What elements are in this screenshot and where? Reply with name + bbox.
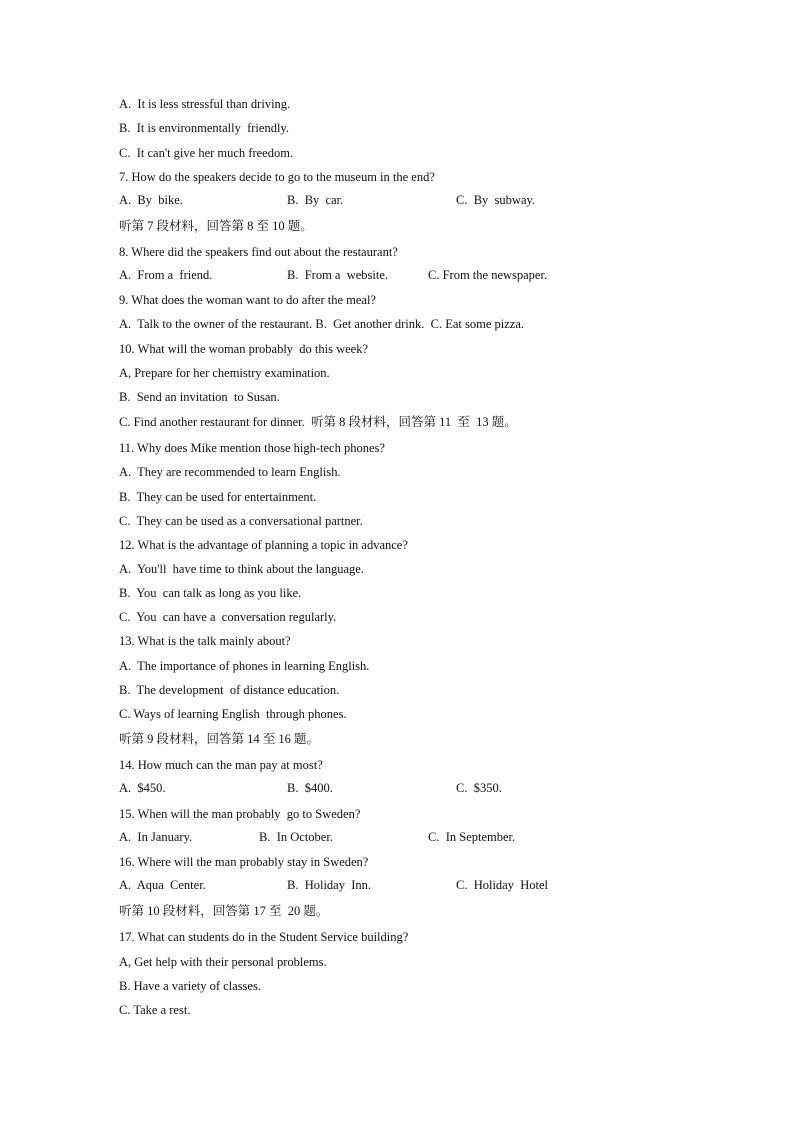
q14-option-b: B. $400. [287, 781, 333, 795]
q15-option-a: A. In January. [119, 830, 193, 844]
q9-question: 9. What does the woman want to do after the meal? [119, 293, 376, 307]
q11-question: 11. Why does Mike mention those high-tech phones? [119, 441, 385, 455]
q10-option-a: A, Prepare for her chemistry examination. [119, 366, 330, 380]
q6-option-c: C. It can't give her much freedom. [119, 146, 294, 160]
q16-option-c: C. Holiday Hotel [456, 878, 549, 892]
q10-option-c-and-section-8-heading: C. Find another restaurant for dinner. 听第 8 段材料，回答第 11 至 13 题。 [119, 415, 517, 429]
q15-question: 15. When will the man probably go to Sweden? [119, 807, 361, 821]
q7-question: 7. How do the speakers decide to go to the museum in the end? [119, 170, 435, 184]
q13-option-c: C. Ways of learning English through phones. [119, 707, 347, 721]
q15-option-b: B. In October. [259, 830, 333, 844]
q17-question: 17. What can students do in the Student Service building? [119, 930, 409, 944]
q14-option-a: A. $450. [119, 781, 166, 795]
q11-option-b: B. They can be used for entertainment. [119, 490, 317, 504]
q11-option-a: A. They are recommended to learn English. [119, 465, 341, 479]
section-9-heading: 听第 9 段材料，回答第 14 至 16 题。 [119, 732, 320, 746]
q10-option-b: B. Send an invitation to Susan. [119, 390, 280, 404]
q11-option-c: C. They can be used as a conversational partner. [119, 514, 363, 528]
q15-option-c: C. In September. [428, 830, 516, 844]
section-10-heading: 听第 10 段材料，回答第 17 至 20 题。 [119, 904, 329, 918]
q8-question: 8. Where did the speakers find out about the restaurant? [119, 245, 398, 259]
q17-option-a: A, Get help with their personal problems. [119, 955, 327, 969]
q13-option-a: A. The importance of phones in learning English. [119, 659, 370, 673]
q8-option-b: B. From a website. [287, 268, 389, 282]
section-7-heading: 听第 7 段材料，回答第 8 至 10 题。 [119, 219, 313, 233]
q8-option-c: C. From the newspaper. [428, 268, 548, 282]
q12-option-a: A. You'll have time to think about the language. [119, 562, 364, 576]
q6-option-b: B. It is environmentally friendly. [119, 121, 289, 135]
q16-question: 16. Where will the man probably stay in Sweden? [119, 855, 369, 869]
q7-option-a: A. By bike. [119, 193, 183, 207]
q7-option-b: B. By car. [287, 193, 344, 207]
q14-option-c: C. $350. [456, 781, 502, 795]
q13-option-b: B. The development of distance education. [119, 683, 340, 697]
q6-option-a: A. It is less stressful than driving. [119, 97, 291, 111]
q16-option-b: B. Holiday Inn. [287, 878, 372, 892]
q9-options: A. Talk to the owner of the restaurant. B. Get another drink. C. Eat some pizza. [119, 317, 525, 331]
q8-option-a: A. From a friend. [119, 268, 213, 282]
q12-option-c: C. You can have a conversation regularly. [119, 610, 337, 624]
q13-question: 13. What is the talk mainly about? [119, 634, 291, 648]
q12-question: 12. What is the advantage of planning a topic in advance? [119, 538, 408, 552]
q12-option-b: B. You can talk as long as you like. [119, 586, 302, 600]
q7-option-c: C. By subway. [456, 193, 536, 207]
q16-option-a: A. Aqua Center. [119, 878, 206, 892]
q10-question: 10. What will the woman probably do this week? [119, 342, 369, 356]
q17-option-c: C. Take a rest. [119, 1003, 191, 1017]
q14-question: 14. How much can the man pay at most? [119, 758, 323, 772]
q17-option-b: B. Have a variety of classes. [119, 979, 261, 993]
